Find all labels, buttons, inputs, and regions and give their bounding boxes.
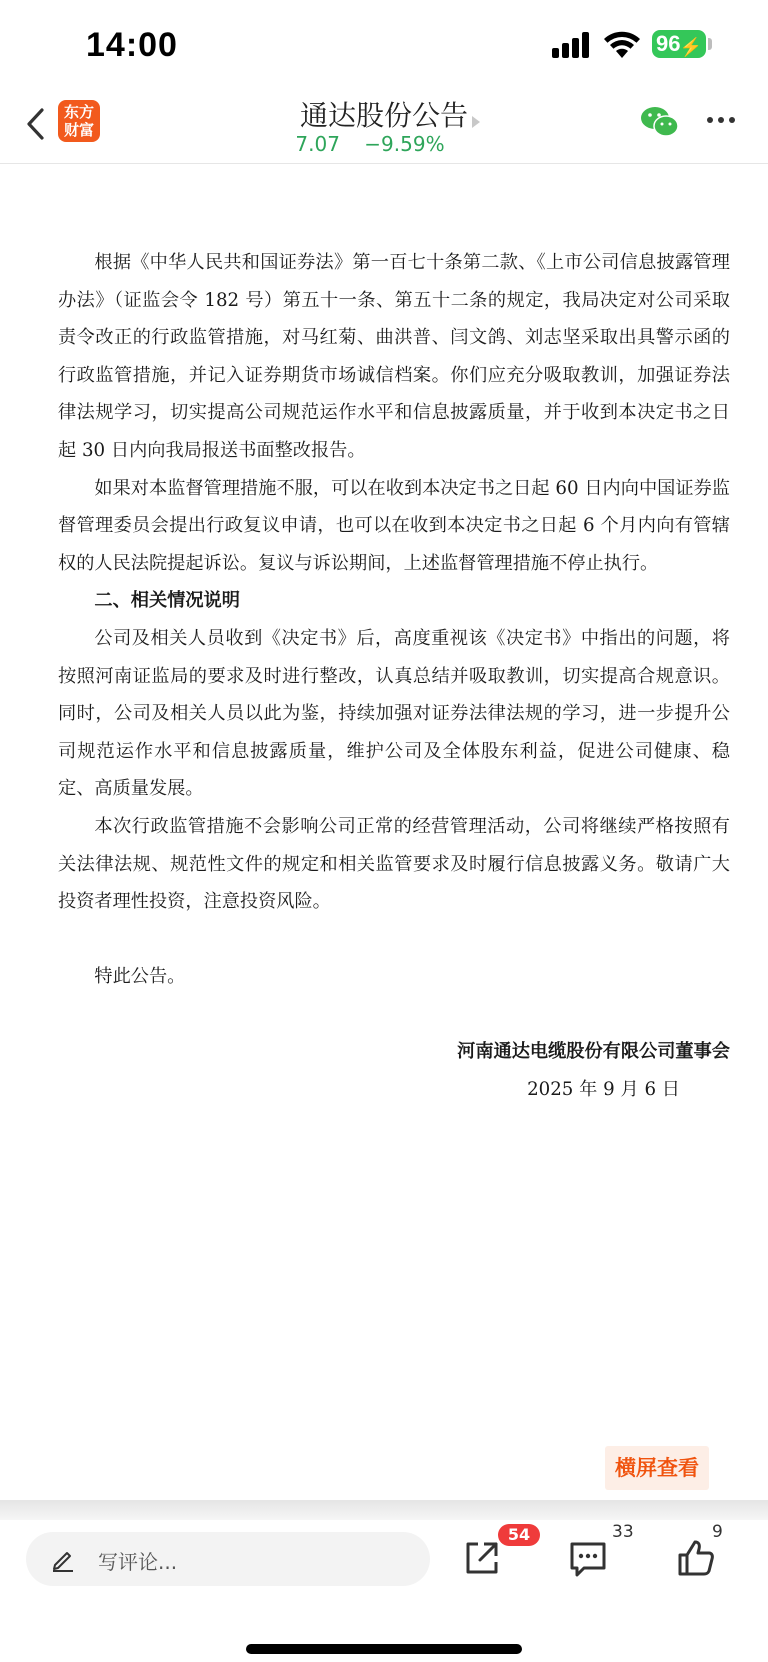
nav-header <box>0 92 768 164</box>
page-title: 通达股份公告 <box>299 99 468 132</box>
doc-paragraph: 根据《中华人民共和国证券法》第一百七十条第二款、《上市公司信息披露管理办法》（证监会令 182 号）第五十一条、第五十二条的规定，我局决定对公司采取责令改正的行政监管措施，对马红菊、曲洪普、闫文鸽、刘志坚采取出具警示函的行政监管措施，并记入证券期货市场诚信档案。你们应充分吸取教训，加强证券法律法规学习，切实提高公司规范运作水平和信息披露质量，并于收到本决定书之日起 30 日内向我局报送书面整改报告。 <box>58 252 730 461</box>
more-menu-icon[interactable] <box>706 116 736 124</box>
home-indicator <box>246 1644 522 1654</box>
share-count-badge: 54 <box>498 1524 540 1546</box>
stock-change: −9.59% <box>364 132 445 156</box>
thumbs-up-icon[interactable] <box>676 1538 716 1578</box>
bottom-bar-divider <box>0 1500 768 1520</box>
doc-paragraph: 公司及相关人员收到《决定书》后，高度重视该《决定书》中指出的问题，将按照河南证监局的要求及时进行整改，认真总结并吸取教训，切实提高合规意识。同时，公司及相关人员以此为鉴，持续加强对证券法律法规的学习，进一步提升公司规范运作水平和信息披露质量，维护公司及全体股东利益，促进公司健康、稳定、高质量发展。 <box>58 627 730 800</box>
stock-quote[interactable] <box>0 132 740 156</box>
comment-input[interactable] <box>26 1532 430 1586</box>
spacer <box>58 921 730 959</box>
section-heading: 二、相关情况说明 <box>94 590 240 612</box>
stock-price: 7.07 <box>295 132 340 156</box>
like-count: 9 <box>712 1522 723 1542</box>
battery-cap <box>708 38 712 50</box>
comment-count: 33 <box>612 1522 634 1542</box>
quote-arrow-icon[interactable] <box>472 116 480 128</box>
logo-line1: 东方 <box>63 103 94 121</box>
battery-icon <box>652 30 706 58</box>
spacer <box>58 996 730 1034</box>
bottom-action-bar <box>0 1520 768 1662</box>
status-bar <box>0 0 768 92</box>
signature: 河南通达电缆股份有限公司董事会 <box>457 1041 730 1063</box>
signature-date: 2025 年 9 月 6 日 <box>527 1079 680 1101</box>
doc-paragraph: 本次行政监管措施不会影响公司正常的经营管理活动，公司将继续严格按照有关法律法规、规范性文件的规定和相关监管要求及时履行信息披露义务。敬请广大投资者理性投资，注意投资风险。 <box>58 815 730 913</box>
charging-bolt-icon: ⚡ <box>679 37 702 57</box>
battery-level: 96 <box>656 31 681 56</box>
closing-text: 特此公告。 <box>94 966 186 988</box>
comment-bubble-icon[interactable] <box>568 1540 608 1578</box>
status-time: 14:00 <box>86 26 178 64</box>
share-icon[interactable] <box>462 1538 502 1578</box>
cellular-signal-icon <box>552 32 592 58</box>
comment-placeholder: 写评论... <box>98 1550 178 1574</box>
wifi-icon <box>603 30 641 60</box>
landscape-view-button[interactable]: 横屏查看 <box>605 1446 709 1490</box>
announcement-document <box>58 244 730 1109</box>
pencil-icon <box>50 1546 76 1572</box>
logo-line2: 财富 <box>63 121 94 139</box>
doc-paragraph: 如果对本监督管理措施不服，可以在收到本决定书之日起 60 日内向中国证券监督管理委员会提出行政复议申请，也可以在收到本决定书之日起 6 个月内向有管辖权的人民法院提起诉讼。复议与诉讼期间，上述监督管理措施不停止执行。 <box>58 477 730 574</box>
wechat-share-icon[interactable] <box>640 104 680 140</box>
